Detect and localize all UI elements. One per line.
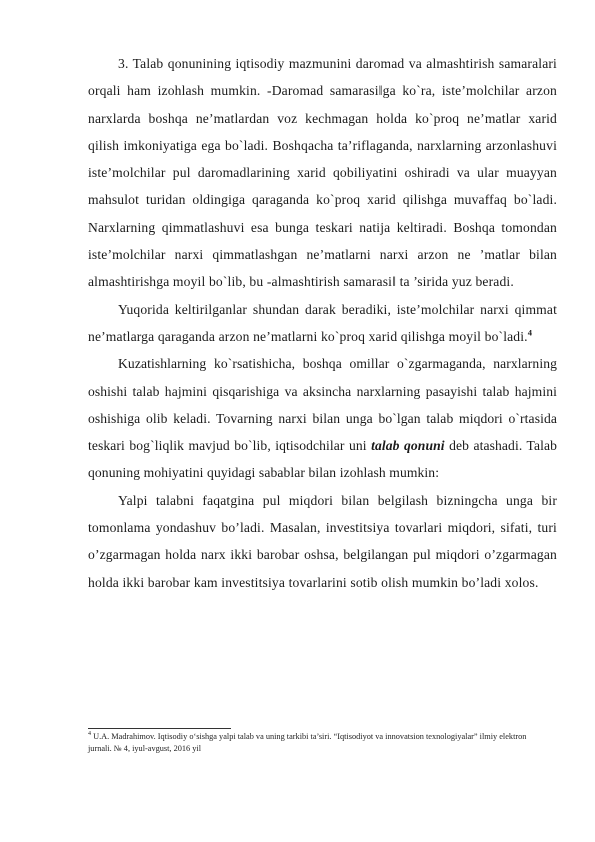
footnote-text: U.A. Madrahimov. Iqtisodiy o‘sishga yalpi talab va uning tarkibi ta’siri. “Iqtisodiyot va innovatsion texnologiyalar” ilmiy elektron jurnali. № 4, iyul-avgust, 2016 yil (88, 732, 527, 753)
paragraph-law-of-demand (88, 350, 557, 486)
law-of-demand-term: talab qonuni (371, 438, 445, 454)
paragraph-text: 3. Talab qonunining iqtisodiy mazmunini daromad va almashtirish samaralari orqali ham izohlash mumkin. -Daromad samarasi‖ga ko`ra, iste’molchilar arzon narxlarda boshqa ne’matlardan voz kechmagan holda ko`proq ne’matlar xarid qilish imkoniyatiga ega bo`ladi. Boshqacha ta’riflaganda, narxlarning arzonlashuvi iste’molchilar pul daromadlarining xarid qobiliyatini oshiradi va ular muayyan mahsulot turidan oldingiga qaraganda ko`proq xarid qilishga muvaffaq bo`ladi. Narxlarning qimmatlashuvi esa bunga teskari natija keltiradi. Boshqa tomondan iste’molchilar narxi qimmatlashgan ne’matlarni narxi arzon ne ’matlar bilan almashtirishga moyil bo`lib, bu -almashtirish samarasi‖ ta ’sirida yuz beradi. (88, 56, 557, 290)
paragraph-aggregate-demand (88, 487, 557, 596)
paragraph-text-after: deb atashadi. Talab qonuning mohiyatini quyidagi sabablar bilan izohlash mumkin: (88, 438, 558, 481)
footnote-separator (88, 728, 231, 729)
document-body (88, 50, 557, 596)
paragraph-consumer-preference (88, 296, 557, 351)
paragraph-text: Yuqorida keltirilganlar shundan darak beradiki, iste’molchilar narxi qimmat ne’matlarga qaraganda arzon ne’matlarni ko`proq xarid qilishga moyil bo`ladi. (88, 301, 557, 344)
paragraph-income-substitution-effect (88, 50, 557, 296)
footnote-reference[interactable]: 4 (527, 327, 533, 338)
footnote (88, 731, 528, 755)
paragraph-text-before: Kuzatishlarning ko`rsatishicha, boshqa omillar o`zgarmaganda, narxlarning oshishi talab hajmini qisqarishiga va aksincha narxlarning pasayishi talab hajmini oshishiga olib keladi. Tovarning narxi bilan unga bo`lgan talab miqdori o`rtasida teskari bog`liqlik mavjud bo`lib, iqtisodchilar uni (88, 356, 557, 454)
footnote-number: 4 (88, 731, 91, 738)
paragraph-text: Yalpi talabni faqatgina pul miqdori bilan belgilash bizningcha unga bir tomonlama yondashuv bo’ladi. Masalan, investitsiya tovarlari miqdori, sifati, turi o’zgarmagan holda narx ikki barobar oshsa, belgilangan pul miqdori o’zgarmagan holda ikki barobar kam investitsiya tovarlarini sotib olish mumkin bo’ladi xolos. (88, 492, 557, 590)
